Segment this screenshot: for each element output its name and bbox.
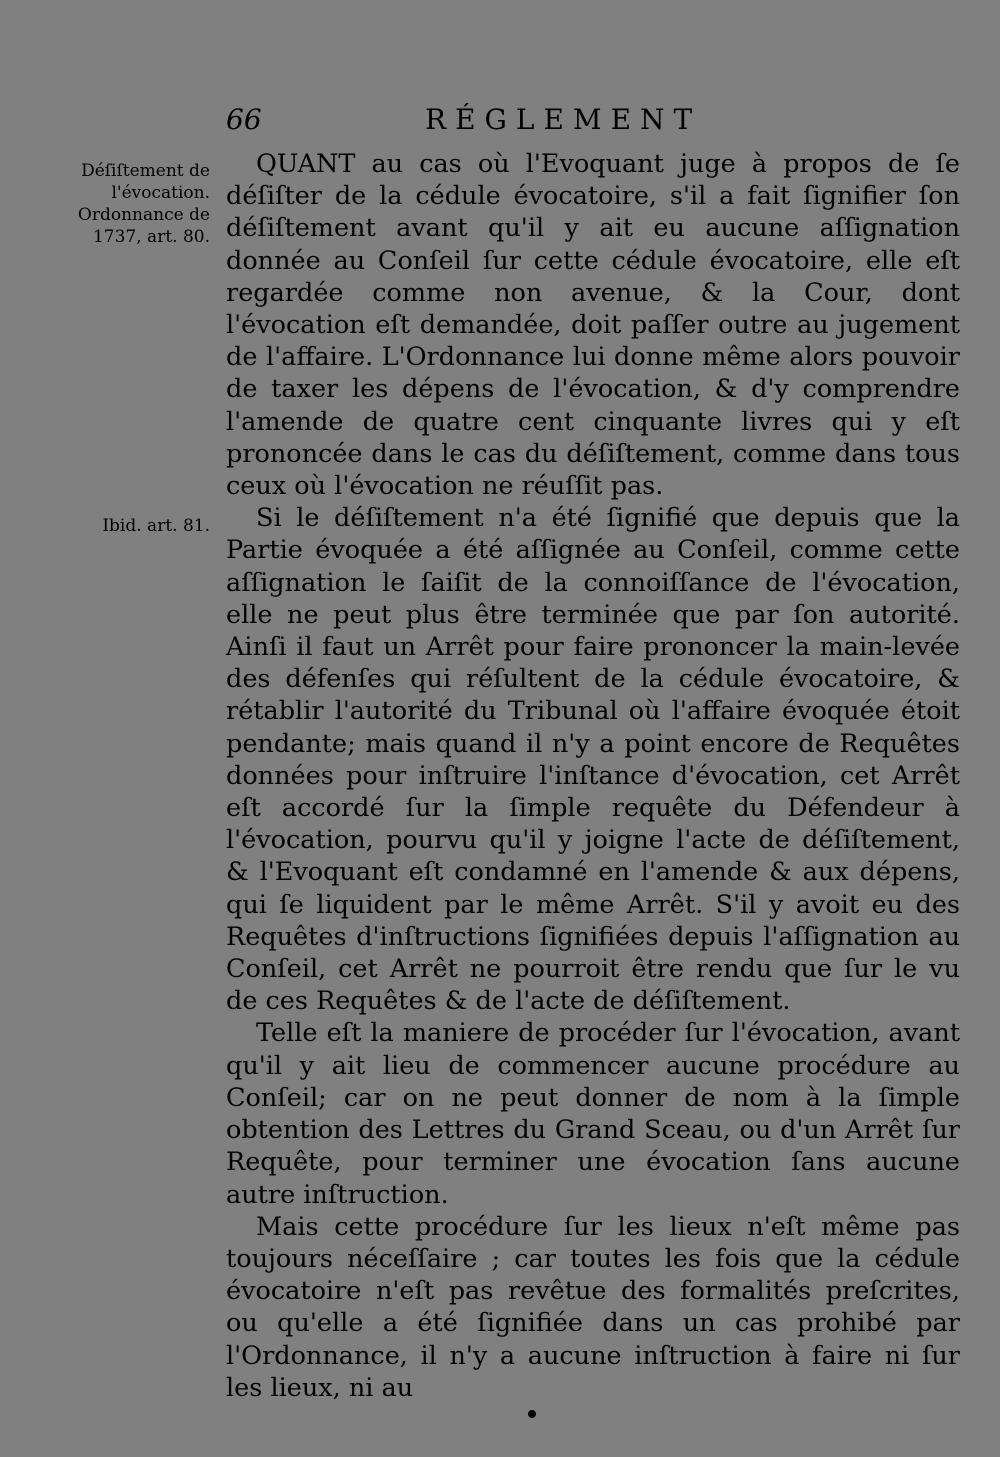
paragraph: Si le déſiſtement n'a été ſignifié que depuis que la Partie évoquée a été aſſignée au Conſeil, comme cette aſſignation le ſaiſit de la connoiſſance de l'évocation, elle ne peut plus être terminée que par ſon autorité. Ainſi il faut un Arrêt pour faire prononcer la main-levée des défenſes qui réſultent de la cédule évocatoire, & rétablir l'autorité du Tribunal où l'affaire évoquée étoit pendante; mais quand il n'y a point encore de Requêtes données pour inſtruire l'inſtance d'évocation, cet Arrêt eſt accordé ſur la ſimple requête du Défendeur à l'évocation, pourvu qu'il y joigne l'acte de déſiſtement, & l'Evoquant eſt condamné en l'amende & aux dépens, qui ſe liquident par le même Arrêt. S'il y avoit eu des Requêtes d'inſtructions ſignifiées depuis l'aſſignation au Conſeil, cet Arrêt ne pourroit être rendu que ſur le vu de ces Requêtes & de l'acte de déſiſtement.	[226, 503, 960, 1017]
page-header	[0, 103, 1000, 143]
paragraph: Telle eſt la maniere de procéder ſur l'évocation, avant qu'il y ait lieu de commencer aucune procédure au Conſeil; car on ne peut donner de nom à la ſimple obtention des Lettres du Grand Sceau, ou d'un Arrêt ſur Requête, pour terminer une évocation ſans aucune autre inſtruction.	[226, 1018, 960, 1210]
body-text	[226, 148, 960, 1404]
paragraph: Mais cette procédure ſur les lieux n'eſt même pas toujours néceſſaire ; car toutes les fois que la cédule évocatoire n'eſt pas revêtue des formalités preſcrites, ou qu'elle a été ſignifiée dans un cas prohibé par l'Ordonnance, il n'y a aucune inſtruction à faire ni ſur les lieux, ni au	[226, 1211, 960, 1403]
paragraph: QUANT au cas où l'Evoquant juge à propos de ſe déſiſter de la cédule évocatoire, s'il a fait ſignifier ſon déſiſtement avant qu'il y ait eu aucune aſſignation donnée au Conſeil ſur cette cédule évocatoire, elle eſt regardée comme non avenue, & la Cour, dont l'évocation eſt demandée, doit paſſer outre au jugement de l'affaire. L'Ordonnance lui donne même alors pouvoir de taxer les dépens de l'évocation, & d'y comprendre l'amende de quatre cent cinquante livres qui y eſt prononcée dans le cas du déſiſtement, comme dans tous ceux où l'évocation ne réuſſit pas.	[226, 149, 960, 502]
margin-note: Déſiſtement de l'évocation. Ordonnance de 1737, art. 80.	[77, 161, 210, 247]
margin-note: Ibid. art. 81.	[102, 516, 210, 536]
page-number: 66	[226, 103, 262, 136]
ink-dot	[528, 1410, 536, 1418]
running-title: RÉGLEMENT	[425, 103, 702, 136]
